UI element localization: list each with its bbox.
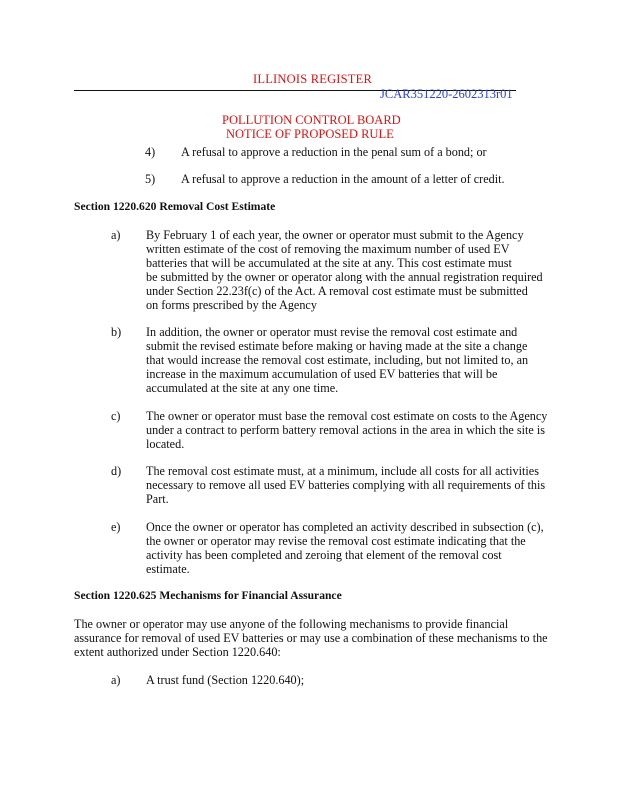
jcar-identifier: JCAR351220-2602313r01	[380, 87, 513, 101]
text-line: extent authorized under Section 1220.640:	[74, 645, 281, 659]
item-number: 5)	[145, 172, 156, 186]
text-line: assurance for removal of used EV batteries or may use a combination of these mechanisms to the	[74, 631, 548, 645]
section-heading-625: Section 1220.625 Mechanisms for Financial Assurance	[74, 589, 342, 602]
text-line: accumulated at the site at any one time.	[146, 381, 339, 395]
subsection-body	[146, 325, 528, 395]
item-text: A refusal to approve a reduction in the amount of a letter of credit.	[181, 172, 505, 186]
subsection-body	[146, 464, 545, 506]
text-line: estimate.	[146, 562, 190, 576]
text-line: necessary to remove all used EV batteries complying with all requirements of this	[146, 478, 546, 492]
section-heading-620: Section 1220.620 Removal Cost Estimate	[74, 200, 276, 213]
text-line: A trust fund (Section 1220.640);	[146, 673, 305, 687]
text-line: submit the revised estimate before making or having made at the site a change	[146, 339, 528, 353]
register-title: ILLINOIS REGISTER	[253, 72, 373, 86]
text-line: batteries that will be accumulated at the site at any. This cost estimate must	[146, 256, 512, 270]
item-text: A refusal to approve a reduction in the penal sum of a bond; or	[181, 145, 487, 159]
subsection-body	[146, 673, 304, 687]
subsection-label: c)	[111, 409, 121, 423]
text-line: By February 1 of each year, the owner or operator must submit to the Agency	[146, 228, 524, 242]
item-number: 4)	[145, 145, 156, 159]
text-line: be submitted by the owner or operator along with the annual registration required	[146, 270, 543, 284]
subsection-body	[146, 409, 547, 451]
text-line: increase in the maximum accumulation of used EV batteries that will be	[146, 367, 498, 381]
text-line: written estimate of the cost of removing the maximum number of used EV	[146, 242, 510, 256]
text-line: under a contract to perform battery removal actions in the area in which the site is	[146, 423, 545, 437]
notice-title: NOTICE OF PROPOSED RULE	[226, 127, 394, 141]
text-line: Part.	[146, 492, 169, 506]
subsection-body	[146, 520, 544, 576]
text-line: The owner or operator must base the removal cost estimate on costs to the Agency	[146, 409, 548, 423]
text-line: Once the owner or operator has completed an activity described in subsection (c),	[146, 520, 544, 534]
text-line: that would increase the removal cost estimate, including, but not limited to, an	[146, 353, 529, 367]
subsection-label: e)	[111, 520, 121, 534]
board-name: POLLUTION CONTROL BOARD	[222, 113, 401, 127]
text-line: The owner or operator may use anyone of the following mechanisms to provide financial	[74, 617, 509, 631]
text-line: In addition, the owner or operator must revise the removal cost estimate and	[146, 325, 518, 339]
subsection-label: d)	[111, 464, 122, 478]
section-625-intro	[74, 617, 548, 659]
subsection-label: a)	[111, 673, 121, 687]
subsection-label: a)	[111, 228, 121, 242]
text-line: under Section 22.23f(c) of the Act. A removal cost estimate must be submitted	[146, 284, 528, 298]
text-line: the owner or operator may revise the removal cost estimate indicating that the	[146, 534, 526, 548]
text-line: located.	[146, 437, 185, 451]
text-line: on forms prescribed by the Agency	[146, 298, 317, 312]
subsection-body	[146, 228, 543, 312]
text-line: activity has been completed and zeroing that element of the removal cost	[146, 548, 502, 562]
text-line: The removal cost estimate must, at a minimum, include all costs for all activities	[146, 464, 539, 478]
subsection-label: b)	[111, 325, 122, 339]
